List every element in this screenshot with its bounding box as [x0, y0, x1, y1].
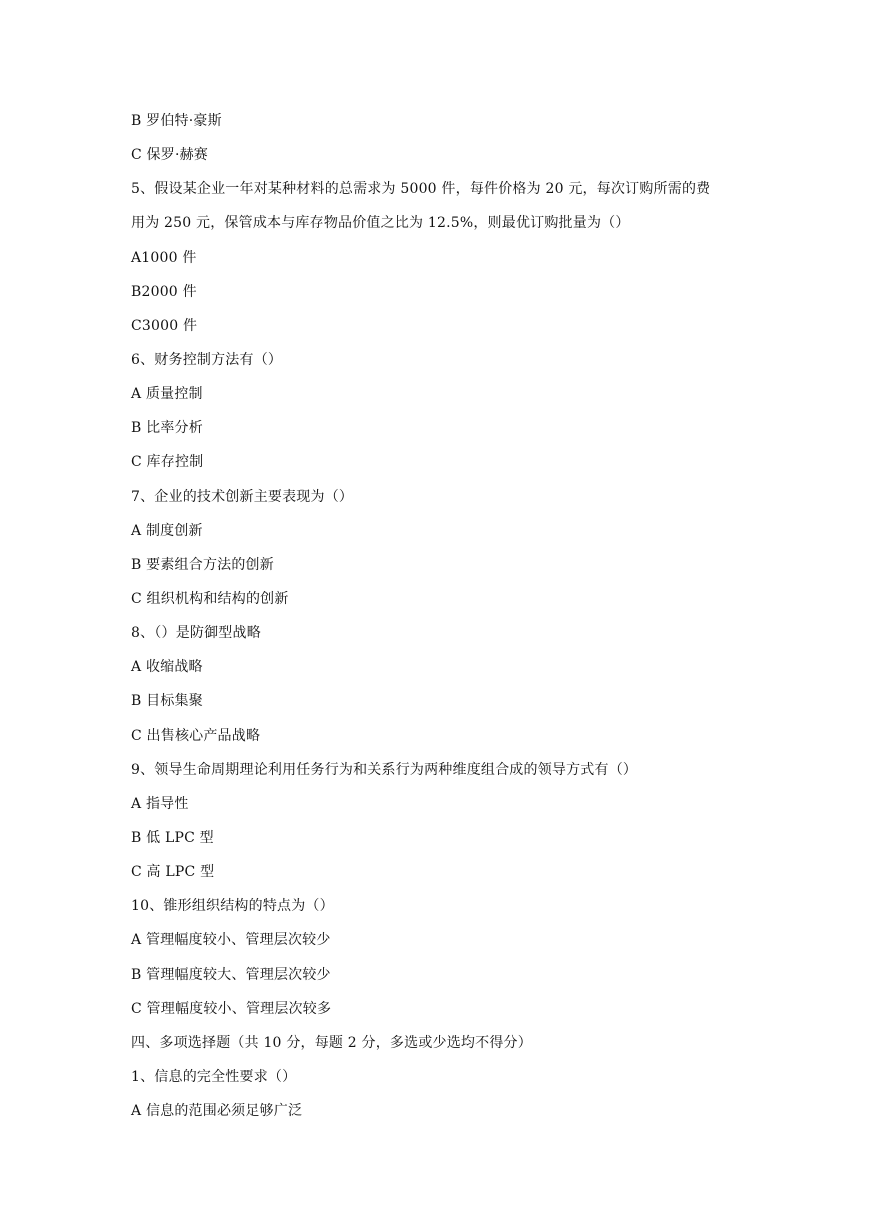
option-line: B 比率分析 — [131, 420, 203, 436]
question-line: 10、锥形组织结构的特点为（） — [131, 898, 334, 914]
option-line: A 信息的范围必须足够广泛 — [131, 1103, 303, 1119]
option-line: C3000 件 — [131, 318, 198, 334]
option-line: A 指导性 — [131, 796, 189, 812]
question-line: 8、（）是防御型战略 — [131, 625, 261, 641]
option-line: C 库存控制 — [131, 454, 204, 470]
question-line: 5、假设某企业一年对某种材料的总需求为 5000 件，每件价格为 20 元，每次订购所需的费 — [131, 181, 711, 197]
question-line: 7、企业的技术创新主要表现为（） — [131, 489, 354, 505]
option-line: B 管理幅度较大、管理层次较少 — [131, 967, 331, 983]
option-line: A 制度创新 — [131, 523, 203, 539]
question-line: 9、领导生命周期理论利用任务行为和关系行为两种维度组合成的领导方式有（） — [131, 762, 638, 778]
option-line: A 管理幅度较小、管理层次较少 — [131, 932, 331, 948]
option-line: B 罗伯特·豪斯 — [131, 113, 222, 129]
option-line: B 低 LPC 型 — [131, 830, 214, 846]
section-heading: 四、多项选择题（共 10 分，每题 2 分，多选或少选均不得分） — [131, 1035, 532, 1051]
option-line: C 管理幅度较小、管理层次较多 — [131, 1001, 332, 1017]
option-line: B 目标集聚 — [131, 693, 203, 709]
question-line-continued: 用为 250 元，保管成本与库存物品价值之比为 12.5%，则最优订购批量为（） — [131, 215, 630, 231]
option-line: B2000 件 — [131, 284, 197, 300]
option-line: A1000 件 — [131, 250, 197, 266]
option-line: C 出售核心产品战略 — [131, 728, 261, 744]
question-line: 1、信息的完全性要求（） — [131, 1069, 297, 1085]
option-line: B 要素组合方法的创新 — [131, 557, 274, 573]
question-line: 6、财务控制方法有（） — [131, 352, 283, 368]
option-line: C 组织机构和结构的创新 — [131, 591, 289, 607]
option-line: C 保罗·赫赛 — [131, 147, 209, 163]
option-line: A 收缩战略 — [131, 659, 203, 675]
option-line: C 高 LPC 型 — [131, 864, 215, 880]
option-line: A 质量控制 — [131, 386, 203, 402]
